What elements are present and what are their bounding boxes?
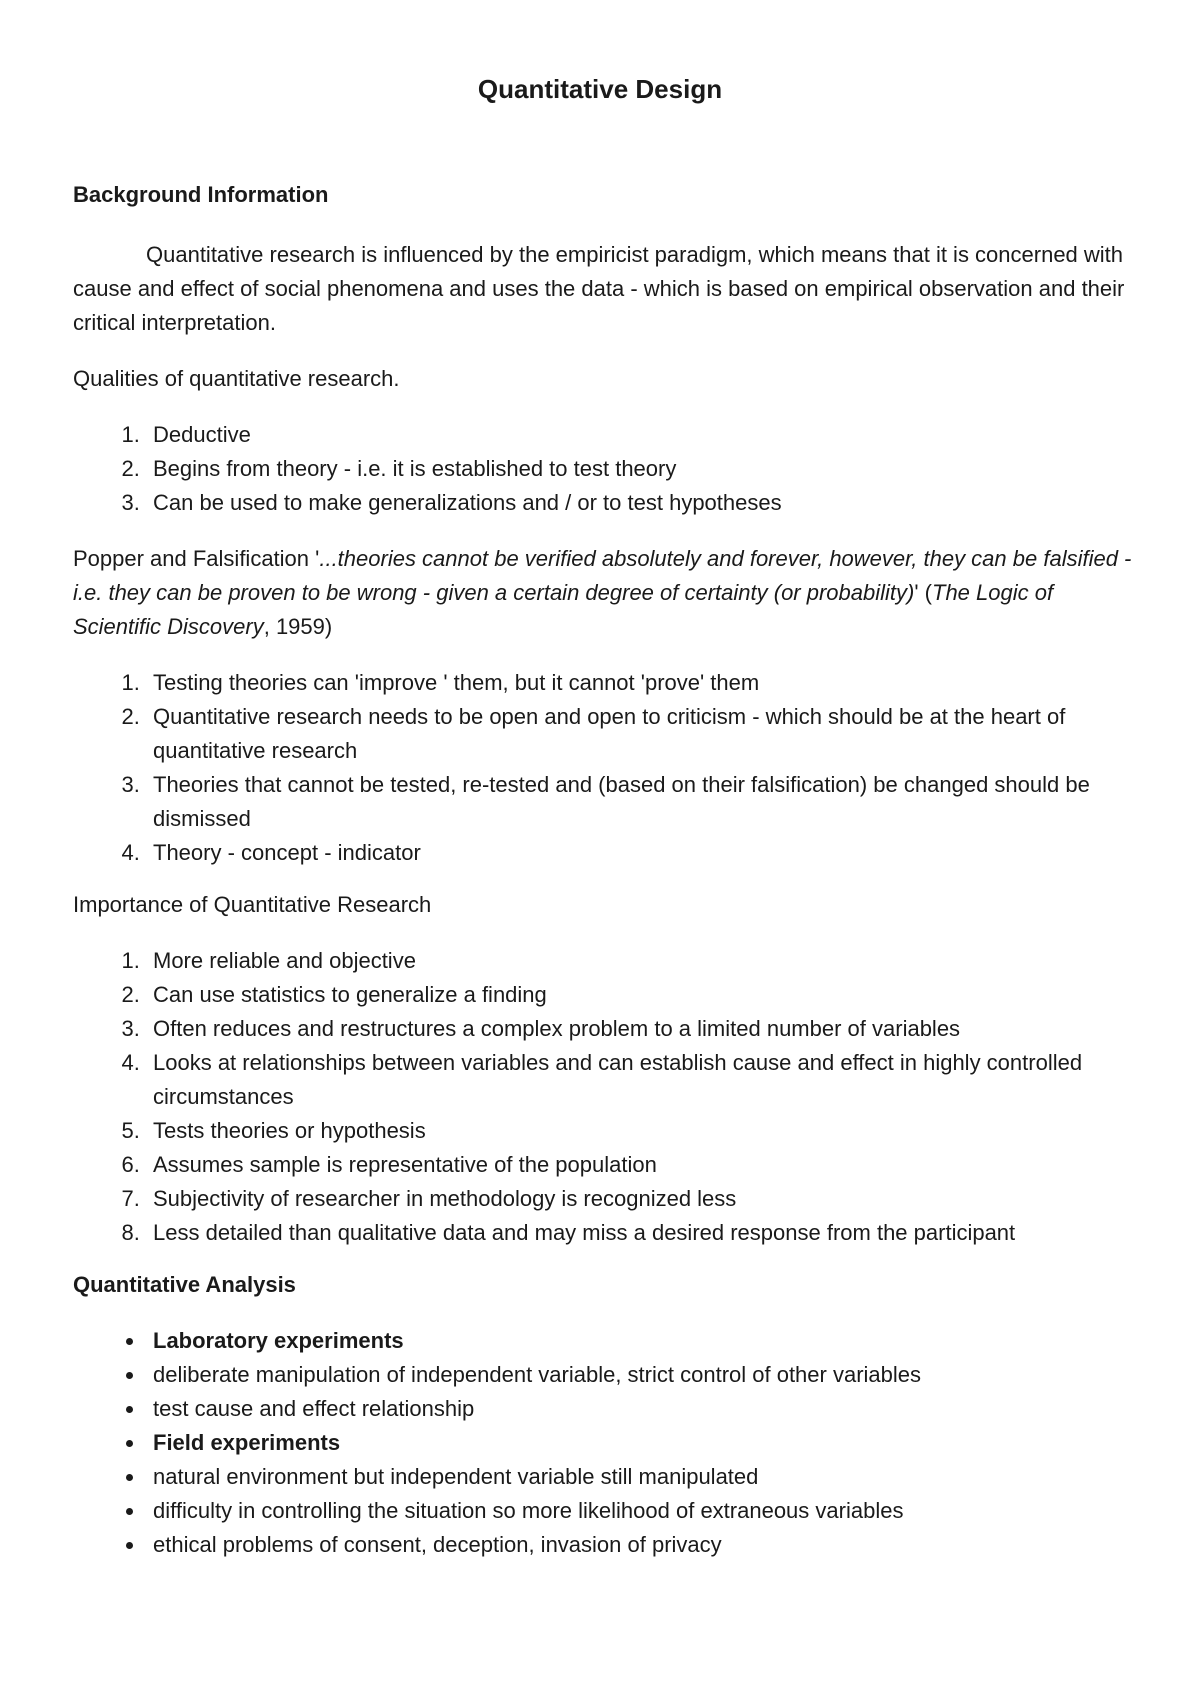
list-item: 5. Tests theories or hypothesis xyxy=(146,1114,1137,1148)
list-item: 1. Testing theories can 'improve ' them, but it cannot 'prove' them xyxy=(146,666,1137,700)
popper-lead: Popper and Falsification ' xyxy=(73,546,320,571)
popper-list xyxy=(73,666,1137,870)
list-item: • ethical problems of consent, deception, invasion of privacy xyxy=(146,1528,1137,1562)
list-item: • test cause and effect relationship xyxy=(146,1392,1137,1426)
background-paragraph: Quantitative research is influenced by the empiricist paradigm, which means that it is concerned with cause and effect of social phenomena and uses the data - which is based on empirical observation and their critical interpretation. xyxy=(73,242,1125,335)
popper-paragraph xyxy=(73,542,1137,644)
list-item: 7. Subjectivity of researcher in methodology is recognized less xyxy=(146,1182,1137,1216)
qualities-intro: Qualities of quantitative research. xyxy=(73,366,400,391)
list-item: • deliberate manipulation of independent variable, strict control of other variables xyxy=(146,1358,1137,1392)
popper-book-title: The Logic of Scientific Discovery xyxy=(73,580,1054,639)
list-item: • difficulty in controlling the situation so more likelihood of extraneous variables xyxy=(146,1494,1137,1528)
list-item: 1. More reliable and objective xyxy=(146,944,1137,978)
list-item: 3. Can be used to make generalizations and / or to test hypotheses xyxy=(146,486,1137,520)
background-heading: Background Information xyxy=(73,182,329,207)
list-item: 8. Less detailed than qualitative data and may miss a desired response from the participant xyxy=(146,1216,1137,1250)
analysis-heading: Quantitative Analysis xyxy=(73,1272,296,1297)
document-title: Quantitative Design xyxy=(477,74,723,104)
list-item: 6. Assumes sample is representative of the population xyxy=(146,1148,1137,1182)
list-item: 2. Begins from theory - i.e. it is established to test theory xyxy=(146,452,1137,486)
list-item: 2. Quantitative research needs to be open and open to criticism - which should be at the heart of quantitative research xyxy=(146,700,1137,768)
list-item: • natural environment but independent variable still manipulated xyxy=(146,1460,1137,1494)
list-item: • Laboratory experiments xyxy=(146,1324,1137,1358)
list-item: 4. Looks at relationships between variables and can establish cause and effect in highly controlled circumstances xyxy=(146,1046,1137,1114)
list-item: • Field experiments xyxy=(146,1426,1137,1460)
popper-mid: ' ( xyxy=(914,580,932,605)
popper-year: , 1959) xyxy=(263,614,333,639)
list-item: 3. Theories that cannot be tested, re-tested and (based on their falsification) be changed should be dismissed xyxy=(146,768,1137,836)
analysis-list xyxy=(73,1324,1137,1562)
importance-list xyxy=(73,944,1137,1250)
list-item: 2. Can use statistics to generalize a finding xyxy=(146,978,1137,1012)
qualities-list xyxy=(73,418,1137,520)
document-body xyxy=(73,178,1137,1562)
list-item: 1. Deductive xyxy=(146,418,1137,452)
list-item: 4. Theory - concept - indicator xyxy=(146,836,1137,870)
popper-quote: ...theories cannot be verified absolutely and forever, however, they can be falsified - i.e. they can be proven to be wrong - given a certain degree of certainty (or probability) xyxy=(73,546,1132,605)
list-item: 3. Often reduces and restructures a complex problem to a limited number of variables xyxy=(146,1012,1137,1046)
importance-heading: Importance of Quantitative Research xyxy=(73,892,432,917)
